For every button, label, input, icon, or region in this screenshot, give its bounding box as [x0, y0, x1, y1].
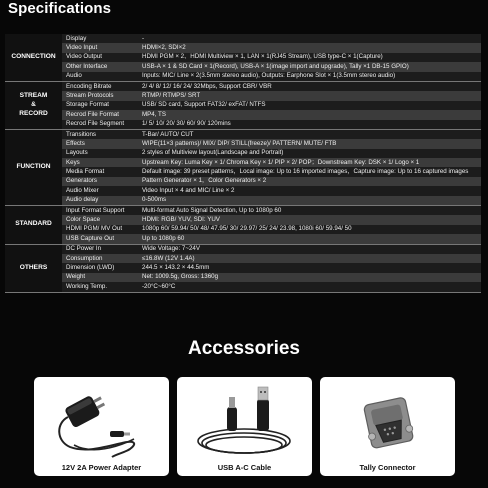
specifications-table: [5, 34, 481, 293]
spec-value: Upstream Key: Luma Key × 1/ Chroma Key × 1/ PIP × 2/ POP；Downstream Key: DSK × 1/ Logo × 1: [137, 158, 481, 167]
spec-label: Effects: [62, 139, 137, 148]
spec-label: Audio Mixer: [62, 186, 137, 195]
spec-value: 2 styles of Multiview layout(Landscape and Portrait): [137, 149, 481, 158]
tally-connector-icon: [320, 377, 455, 476]
spec-value: Up to 1080p 60: [137, 234, 481, 244]
spec-label: Other Interface: [62, 62, 137, 71]
spec-label: Encoding Bitrate: [62, 81, 137, 91]
spec-label: Weight: [62, 273, 137, 282]
spec-row: [5, 34, 481, 43]
spec-value: 244.5 × 143.2 × 44.5mm: [137, 263, 481, 272]
spec-group-label: STREAM & RECORD: [19, 92, 48, 117]
spec-value: 2/ 4/ 8/ 12/ 16/ 24/ 32Mbps, Support CBR/ VBR: [137, 81, 481, 91]
spec-label: USB Capture Out: [62, 234, 137, 244]
spec-row: [5, 282, 481, 292]
spec-value: Video Input × 4 and MIC/ Line × 2: [137, 186, 481, 195]
spec-row: [5, 273, 481, 282]
spec-row: [5, 196, 481, 206]
spec-label: Recrod File Segment: [62, 120, 137, 130]
spec-row: [5, 177, 481, 186]
spec-group-cell: [5, 81, 62, 129]
spec-value: Pattern Generator × 1，Color Generators × 2: [137, 177, 481, 186]
spec-group-label: STANDARD: [15, 220, 52, 228]
spec-label: Transitions: [62, 129, 137, 139]
spec-row: [5, 81, 481, 91]
spec-value: HDMI PGM × 2、HDMI Multiview × 1, LAN × 1(RJ45 Stream), USB type-C × 1(Capture): [137, 53, 481, 62]
spec-label: Media Format: [62, 167, 137, 176]
spec-row: [5, 206, 481, 216]
power-adapter-icon: [34, 377, 169, 476]
spec-row: [5, 225, 481, 234]
spec-value: ≤16.8W (12V 1.4A): [137, 254, 481, 263]
spec-row: [5, 62, 481, 71]
spec-row: [5, 149, 481, 158]
spec-row: [5, 43, 481, 52]
accessory-label-power-adapter: 12V 2A Power Adapter: [61, 463, 142, 472]
spec-row: [5, 129, 481, 139]
spec-value: Net: 1009.5g, Gross: 1360g: [137, 273, 481, 282]
spec-label: DC Power In: [62, 244, 137, 254]
spec-row: [5, 263, 481, 272]
spec-row: [5, 215, 481, 224]
spec-value: HDMI×2, SDI×2: [137, 43, 481, 52]
spec-label: Video Input: [62, 43, 137, 52]
spec-row: [5, 234, 481, 244]
spec-row: [5, 91, 481, 100]
spec-group-label: CONNECTION: [11, 53, 56, 61]
spec-row: [5, 244, 481, 254]
spec-value: WIPE(11×3 patterns)/ MIX/ DIP/ STILL(freeze)/ PATTERN/ MUTE/ FTB: [137, 139, 481, 148]
spec-value: USB-A × 1 & SD Card × 1(Record), USB-A × 1(image import and upgrade), Tally ×1 DB-15 GPIO): [137, 62, 481, 71]
spec-row: [5, 158, 481, 167]
spec-row: [5, 139, 481, 148]
spec-value: T-Bar/ AUTO/ CUT: [137, 129, 481, 139]
spec-label: Generators: [62, 177, 137, 186]
spec-value: 1/ 5/ 10/ 20/ 30/ 60/ 90/ 120mins: [137, 120, 481, 130]
spec-value: USB/ SD card, Support FAT32/ exFAT/ NTFS: [137, 101, 481, 110]
spec-label: Consumption: [62, 254, 137, 263]
spec-group-label: FUNCTION: [16, 163, 51, 171]
accessory-card-power-adapter: [34, 377, 169, 476]
spec-value: 1080p 60/ 59.94/ 50/ 48/ 47.95/ 30/ 29.97/ 25/ 24/ 23.98, 1080i 60/ 59.94/ 50: [137, 225, 481, 234]
spec-label: Stream Protocols: [62, 91, 137, 100]
spec-label: Input Format Support: [62, 206, 137, 216]
usb-cable-icon: [177, 377, 312, 476]
spec-label: Layouts: [62, 149, 137, 158]
spec-row: [5, 167, 481, 176]
spec-group-label: OTHERS: [19, 263, 48, 271]
accessory-card-usb-cable: [177, 377, 312, 476]
spec-label: Color Space: [62, 215, 137, 224]
spec-row: [5, 53, 481, 62]
accessory-label-usb-cable: USB A-C Cable: [217, 463, 272, 472]
spec-value: MP4, TS: [137, 110, 481, 119]
spec-label: Video Output: [62, 53, 137, 62]
spec-row: [5, 110, 481, 119]
spec-value: Inputs: MIC/ Line × 2(3.5mm stereo audio), Outputs: Earphone Slot × 1(3.5mm stereo audio): [137, 72, 481, 82]
spec-value: -: [137, 34, 481, 43]
spec-group-cell: [5, 34, 62, 81]
spec-row: [5, 120, 481, 130]
accessories-heading: Accessories: [188, 338, 300, 359]
spec-label: Working Temp.: [62, 282, 137, 292]
specifications-heading: Specifications: [8, 0, 112, 17]
spec-label: Audio delay: [62, 196, 137, 206]
spec-value: Multi-format Auto Signal Detection, Up to 1080p 60: [137, 206, 481, 216]
spec-label: Recrod File Format: [62, 110, 137, 119]
accessory-label-tally-connector: Tally Connector: [359, 463, 416, 472]
spec-value: HDMI: RGB/ YUV, SDI: YUV: [137, 215, 481, 224]
spec-row: [5, 254, 481, 263]
spec-label: HDMI PGM/ MV Out: [62, 225, 137, 234]
accessory-card-tally-connector: [320, 377, 455, 476]
spec-value: Default image: 39 preset patterns，Local image: Up to 16 imported images，Capture image: Up to 16 captured images: [137, 167, 481, 176]
spec-label: Keys: [62, 158, 137, 167]
spec-label: Storage Format: [62, 101, 137, 110]
spec-label: Audio: [62, 72, 137, 82]
spec-row: [5, 101, 481, 110]
spec-value: 0-500ms: [137, 196, 481, 206]
spec-row: [5, 186, 481, 195]
spec-group-cell: [5, 244, 62, 292]
spec-value: -20°C~60°C: [137, 282, 481, 292]
spec-group-cell: [5, 206, 62, 245]
spec-label: Display: [62, 34, 137, 43]
spec-value: RTMP/ RTMPS/ SRT: [137, 91, 481, 100]
spec-label: Dimension (LWD): [62, 263, 137, 272]
spec-row: [5, 72, 481, 82]
spec-group-cell: [5, 129, 62, 205]
spec-value: Wide Voltage: 7~24V: [137, 244, 481, 254]
